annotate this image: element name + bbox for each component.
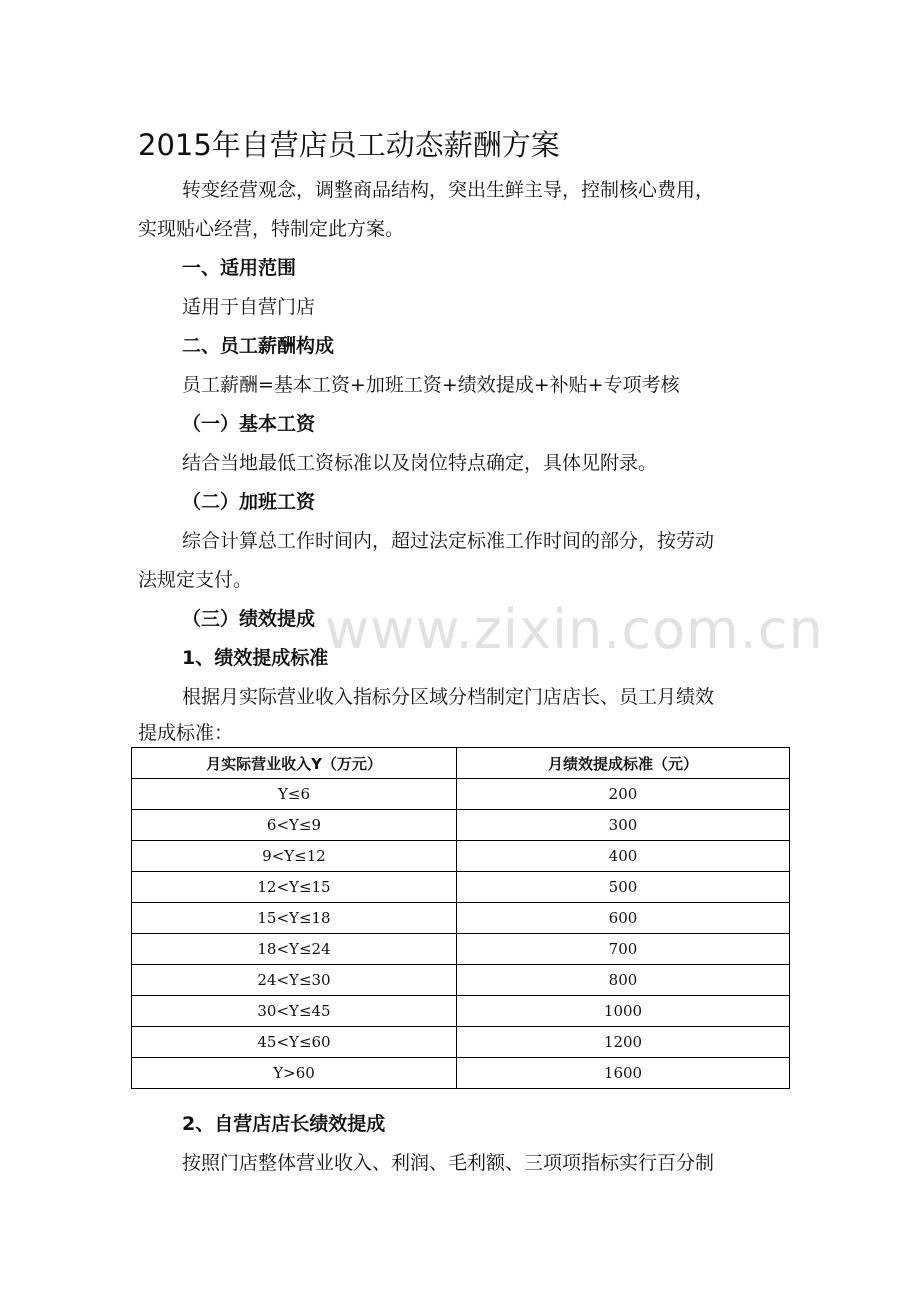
table-cell-revenue-range: Y>60 [132,1058,457,1089]
table-cell-revenue-range: Y≤6 [132,779,457,810]
table-row [132,1027,790,1058]
table-cell-commission: 1000 [457,996,790,1027]
subsection-text-base-salary: 结合当地最低工资标准以及岗位特点确定，具体见附录。 [182,452,658,474]
item-text-manager-commission: 按照门店整体营业收入、利润、毛利额、三项项指标实行百分制 [182,1152,715,1174]
table-header-commission: 月绩效提成标准（元） [457,748,790,779]
item-text-commission-standard-line-2: 提成标准： [138,722,234,744]
section-heading-scope: 一、适用范围 [182,257,297,279]
commission-standard-table [131,747,790,1089]
table-header-revenue: 月实际营业收入Y（万元） [132,748,457,779]
table-cell-revenue-range: 15<Y≤18 [132,903,457,934]
subsection-heading-overtime: （二）加班工资 [182,491,316,513]
table-row [132,872,790,903]
intro-paragraph-line-2: 实现贴心经营，特制定此方案。 [138,218,405,240]
table-row [132,996,790,1027]
table-cell-revenue-range: 24<Y≤30 [132,965,457,996]
table-cell-revenue-range: 9<Y≤12 [132,841,457,872]
table-row [132,779,790,810]
item-heading-commission-standard: 1、绩效提成标准 [182,647,329,669]
item-heading-manager-commission: 2、自营店店长绩效提成 [182,1113,386,1135]
subsection-text-overtime-line-2: 法规定支付。 [138,569,253,591]
item-text-commission-standard-line-1: 根据月实际营业收入指标分区域分档制定门店店长、员工月绩效 [182,686,715,708]
table-cell-commission: 1600 [457,1058,790,1089]
table-row [132,965,790,996]
table-cell-commission: 400 [457,841,790,872]
table-cell-commission: 800 [457,965,790,996]
intro-paragraph-line-1: 转变经营观念，调整商品结构，突出生鲜主导，控制核心费用， [182,179,715,201]
table-cell-commission: 300 [457,810,790,841]
section-text-scope: 适用于自营门店 [182,296,316,318]
table-cell-commission: 500 [457,872,790,903]
table-cell-revenue-range: 12<Y≤15 [132,872,457,903]
table-row [132,1058,790,1089]
table-header-row [132,748,790,779]
table-cell-revenue-range: 18<Y≤24 [132,934,457,965]
table-row [132,903,790,934]
document-title: 2015年自营店员工动态薪酬方案 [138,128,560,162]
table-cell-commission: 600 [457,903,790,934]
table-cell-commission: 700 [457,934,790,965]
watermark: www.zixin.com.cn [325,598,824,661]
section-heading-salary-structure: 二、员工薪酬构成 [182,335,335,357]
table-cell-commission: 1200 [457,1027,790,1058]
table-cell-commission: 200 [457,779,790,810]
table-row [132,810,790,841]
table-cell-revenue-range: 6<Y≤9 [132,810,457,841]
table-row [132,841,790,872]
table-row [132,934,790,965]
subsection-text-overtime-line-1: 综合计算总工作时间内，超过法定标准工作时间的部分，按劳动 [182,530,715,552]
subsection-heading-commission: （三）绩效提成 [182,608,316,630]
table-cell-revenue-range: 30<Y≤45 [132,996,457,1027]
table-cell-revenue-range: 45<Y≤60 [132,1027,457,1058]
section-text-salary-structure: 员工薪酬=基本工资+加班工资+绩效提成+补贴+专项考核 [182,374,680,396]
subsection-heading-base-salary: （一）基本工资 [182,413,316,435]
